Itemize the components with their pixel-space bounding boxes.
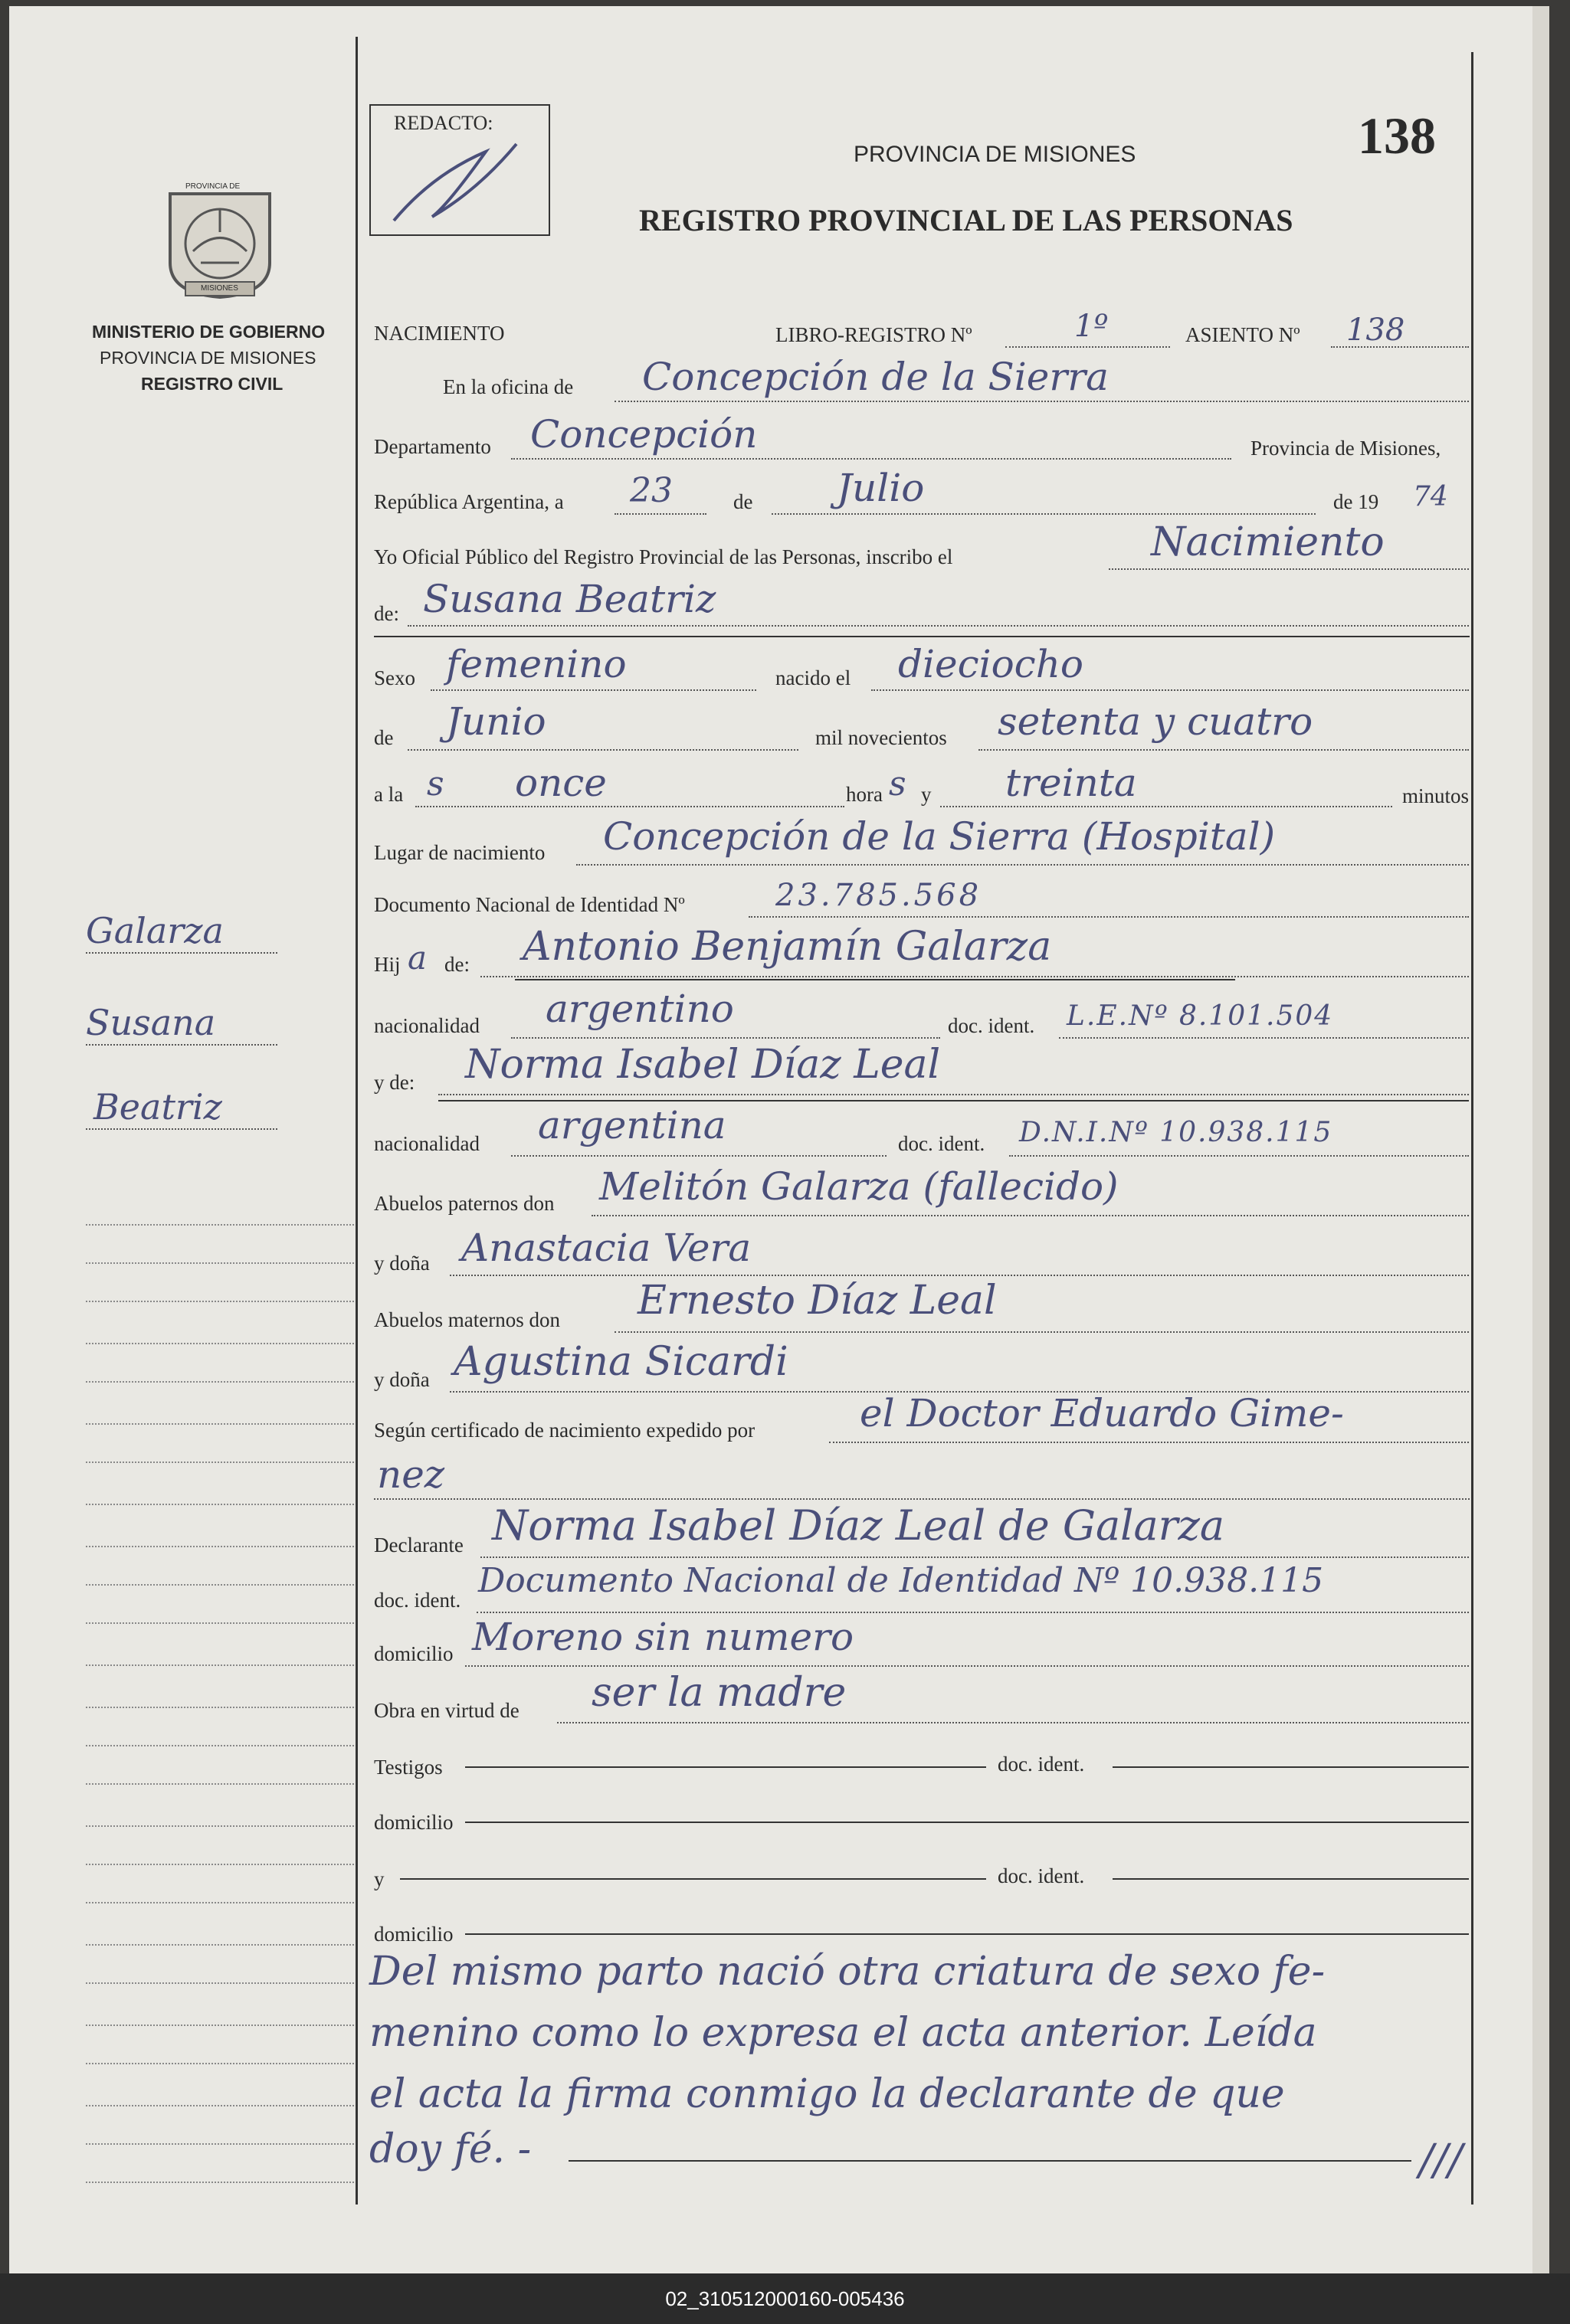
label-nacido: nacido el: [775, 666, 851, 689]
dni-value: 23.785.568: [775, 878, 982, 913]
domicilio-testigo2-rule: [465, 1933, 1469, 1935]
sexo-rule: [431, 689, 756, 691]
margin-rule: [86, 1783, 354, 1785]
minutos-value: treinta: [1005, 761, 1137, 805]
departamento-rule: [511, 458, 1231, 460]
margin-name1: Susana: [86, 1002, 216, 1043]
declarante-doc-rule: [477, 1612, 1469, 1613]
margin-rule: [86, 1584, 354, 1586]
nacido-anio-rule: [978, 749, 1469, 751]
margin-rule: [86, 1622, 354, 1624]
label-libro: LIBRO-REGISTRO Nº: [775, 323, 972, 346]
padre-nac-value: argentino: [546, 987, 734, 1031]
certificado-rule: [829, 1442, 1469, 1443]
testigo2-doc-rule: [1113, 1878, 1469, 1880]
coat-of-arms-seal: [155, 178, 285, 301]
label-doc-ident-testigo2: doc. ident.: [998, 1864, 1085, 1887]
margin-surname: Galarza: [86, 910, 224, 951]
label-domicilio-testigo2: domicilio: [374, 1923, 454, 1946]
label-doc-ident-madre: doc. ident.: [898, 1132, 985, 1155]
nombre-rule: [408, 625, 1469, 627]
month-rule: [772, 513, 1316, 515]
abuelo-pat-value: Melitón Galarza (fallecido): [599, 1164, 1119, 1209]
margin-rule: [86, 1664, 354, 1666]
year-value: 74: [1413, 481, 1448, 512]
libro-rule: [1005, 346, 1170, 348]
padre-doc-rule: [1059, 1037, 1469, 1039]
label-hijo-de: de:: [444, 953, 470, 976]
ministry-province: PROVINCIA DE MISIONES: [100, 348, 316, 368]
margin-name2: Beatriz: [93, 1086, 222, 1128]
redacto-signature: [386, 129, 532, 228]
label-testigos: Testigos: [374, 1756, 443, 1779]
label-y-de: y de:: [374, 1071, 415, 1094]
registry-heading: REGISTRO PROVINCIAL DE LAS PERSONAS: [639, 203, 1293, 237]
label-nacionalidad-madre: nacionalidad: [374, 1132, 480, 1155]
register-page: [9, 6, 1549, 2273]
margin-rule: [86, 2105, 354, 2106]
label-a-la: a la: [374, 783, 404, 806]
madre-nac-rule: [511, 1155, 887, 1157]
ministry-registry: REGISTRO CIVIL: [141, 374, 284, 394]
province-heading: PROVINCIA DE MISIONES: [854, 142, 1136, 167]
label-oficina: En la oficina de: [443, 375, 574, 398]
margin-rule: [86, 1944, 354, 1946]
nombre-value: Susana Beatriz: [423, 577, 716, 621]
margin-rule: [86, 1825, 354, 1827]
label-y-hora: y: [921, 783, 932, 806]
label-de-month: de: [733, 490, 753, 513]
padre-rule: [480, 976, 1469, 977]
margin-rule: [86, 1262, 354, 1264]
note-line4: doy fé. -: [369, 2126, 532, 2172]
declarante-rule: [480, 1556, 1469, 1558]
label-de-nombre: de:: [374, 602, 399, 625]
certificado-value: el Doctor Eduardo Gime-: [860, 1391, 1344, 1435]
madre-value: Norma Isabel Díaz Leal: [465, 1042, 941, 1088]
hora-rule: [415, 806, 844, 807]
abuela-pat-rule: [450, 1275, 1469, 1276]
padre-doc-value: L.E.Nº 8.101.504: [1067, 1000, 1334, 1032]
obra-value: ser la madre: [592, 1670, 847, 1716]
lugar-rule: [576, 864, 1469, 866]
label-minutos: minutos: [1402, 784, 1470, 807]
left-margin-line: [356, 37, 358, 2205]
right-margin-line: [1471, 52, 1473, 2205]
label-de-year: de 19: [1333, 490, 1379, 513]
redacto-box: [369, 104, 550, 236]
note-mark: ///: [1419, 2136, 1463, 2185]
margin-rule: [86, 1301, 354, 1302]
acto-value: Nacimiento: [1151, 519, 1385, 565]
margin-rule: [86, 2024, 354, 2026]
domicilio-value: Moreno sin numero: [472, 1615, 854, 1659]
note-line2: menino como lo expresa el acta anterior. Leída: [369, 2010, 1317, 2056]
margin-rule: [86, 1745, 354, 1746]
certificado2-rule: [374, 1498, 1470, 1500]
nacido-rule: [871, 689, 1469, 691]
margin-rule: [86, 1864, 354, 1865]
margin-rule: [86, 1343, 354, 1344]
label-mil: mil novecientos: [815, 726, 947, 749]
label-nacimiento: NACIMIENTO: [374, 322, 505, 345]
label-y-testigo2: y: [374, 1867, 385, 1890]
note-line1: Del mismo parto nació otra criatura de sexo fe-: [369, 1949, 1326, 1995]
hora-s-value: s: [427, 764, 444, 804]
label-republica: República Argentina, a: [374, 490, 564, 513]
domicilio-rule: [465, 1665, 1469, 1667]
label-yo-oficial: Yo Oficial Público del Registro Provincial de las Personas, inscribo el: [374, 545, 953, 568]
abuelo-mat-value: Ernesto Díaz Leal: [638, 1278, 997, 1324]
margin-rule: [86, 2143, 354, 2145]
dni-rule: [749, 916, 1469, 918]
oficina-value: Concepción de la Sierra: [642, 355, 1109, 399]
testigo2-rule: [400, 1878, 986, 1880]
padre-nac-rule: [511, 1037, 940, 1039]
domicilio-testigo1-rule: [465, 1822, 1469, 1823]
abuelo-pat-rule: [592, 1215, 1469, 1216]
margin-rule: [86, 1546, 354, 1547]
image-id-footer: 02_310512000160-005436: [0, 2273, 1570, 2324]
margin-rule: [86, 1381, 354, 1383]
label-abuelos-pat: Abuelos paternos don: [374, 1192, 555, 1215]
nacido-mes-rule: [408, 749, 798, 751]
label-nacionalidad-padre: nacionalidad: [374, 1014, 480, 1037]
seal-label-top: PROVINCIA DE: [185, 182, 241, 191]
hora-value: once: [515, 761, 607, 805]
label-departamento: Departamento: [374, 435, 491, 458]
margin-rule: [86, 2182, 354, 2183]
label-de-mes: de: [374, 726, 394, 749]
margin-note-rule: [86, 1128, 277, 1130]
padre-underline: [515, 979, 1235, 980]
nombre-underline: [374, 636, 1470, 637]
madre-rule: [438, 1094, 1469, 1095]
margin-rule: [86, 1504, 354, 1505]
label-abuelos-mat: Abuelos maternos don: [374, 1308, 560, 1331]
margin-rule: [86, 1423, 354, 1425]
day-rule: [615, 513, 706, 515]
note-closing-rule: [569, 2160, 1411, 2162]
oficina-rule: [615, 401, 1469, 402]
sexo-value: femenino: [446, 642, 627, 686]
page-number: 138: [1358, 106, 1436, 165]
lugar-value: Concepción de la Sierra (Hospital): [603, 814, 1276, 859]
hijo-suffix-value: a: [408, 939, 428, 977]
label-y-dona-pat: y doña: [374, 1252, 430, 1275]
ministry-title: MINISTERIO DE GOBIERNO: [92, 322, 326, 342]
madre-underline: [438, 1100, 1469, 1101]
book-binding: [1532, 6, 1549, 2273]
label-asiento: ASIENTO Nº: [1185, 323, 1300, 346]
label-segun: Según certificado de nacimiento expedido por: [374, 1419, 756, 1442]
nacido-mes-value: Junio: [446, 699, 546, 744]
day-value: 23: [630, 471, 673, 510]
nacido-anio-value: setenta y cuatro: [998, 699, 1313, 744]
declarante-value: Norma Isabel Díaz Leal de Galarza: [492, 1501, 1225, 1550]
margin-rule: [86, 1707, 354, 1708]
certificado2-value: nez: [377, 1452, 445, 1497]
madre-doc-value: D.N.I.Nº 10.938.115: [1019, 1117, 1333, 1148]
margin-rule: [86, 2063, 354, 2064]
label-lugar: Lugar de nacimiento: [374, 841, 546, 864]
month-value: Julio: [837, 466, 925, 510]
label-hijo: Hij: [374, 953, 401, 976]
label-declarante: Declarante: [374, 1534, 464, 1556]
label-hora: hora: [846, 783, 883, 806]
margin-rule: [86, 1462, 354, 1463]
abuela-pat-value: Anastacia Vera: [461, 1226, 752, 1270]
padre-value: Antonio Benjamín Galarza: [523, 924, 1052, 970]
abuela-mat-value: Agustina Sicardi: [454, 1339, 788, 1385]
abuelo-mat-rule: [615, 1331, 1469, 1333]
redacto-label: REDACTO:: [394, 112, 493, 134]
label-doc-ident-declarante: doc. ident.: [374, 1589, 461, 1612]
note-line3: el acta la firma conmigo la declarante de que: [369, 2071, 1285, 2117]
minutos-rule: [940, 806, 1392, 807]
label-provincia: Provincia de Misiones,: [1250, 437, 1441, 460]
libro-value: 1º: [1074, 309, 1109, 344]
hora-s2-value: s: [889, 764, 906, 804]
seal-label-bottom: MISIONES: [201, 284, 238, 293]
label-doc-ident-padre: doc. ident.: [948, 1014, 1035, 1037]
label-doc-ident-testigo1: doc. ident.: [998, 1753, 1085, 1776]
margin-rule: [86, 1982, 354, 1984]
label-sexo: Sexo: [374, 666, 415, 689]
margin-rule: [86, 1224, 354, 1226]
asiento-value: 138: [1346, 313, 1405, 348]
madre-doc-rule: [1009, 1155, 1469, 1157]
margin-note-rule: [86, 952, 277, 954]
nacido-dia-value: dieciocho: [898, 642, 1083, 686]
testigos-rule: [465, 1766, 986, 1768]
margin-rule: [86, 1902, 354, 1903]
asiento-rule: [1331, 346, 1469, 348]
testigo1-doc-rule: [1113, 1766, 1469, 1768]
label-domicilio: domicilio: [374, 1642, 454, 1665]
label-dni: Documento Nacional de Identidad Nº: [374, 893, 685, 916]
acto-rule: [1109, 568, 1469, 570]
departamento-value: Concepción: [530, 412, 758, 457]
label-y-dona-mat: y doña: [374, 1368, 430, 1391]
madre-nac-value: argentina: [538, 1103, 726, 1147]
declarante-doc-value: Documento Nacional de Identidad Nº 10.938.115: [478, 1561, 1324, 1600]
label-obra: Obra en virtud de: [374, 1699, 520, 1722]
label-domicilio-testigo1: domicilio: [374, 1811, 454, 1834]
margin-note-rule: [86, 1044, 277, 1046]
obra-rule: [557, 1722, 1469, 1723]
